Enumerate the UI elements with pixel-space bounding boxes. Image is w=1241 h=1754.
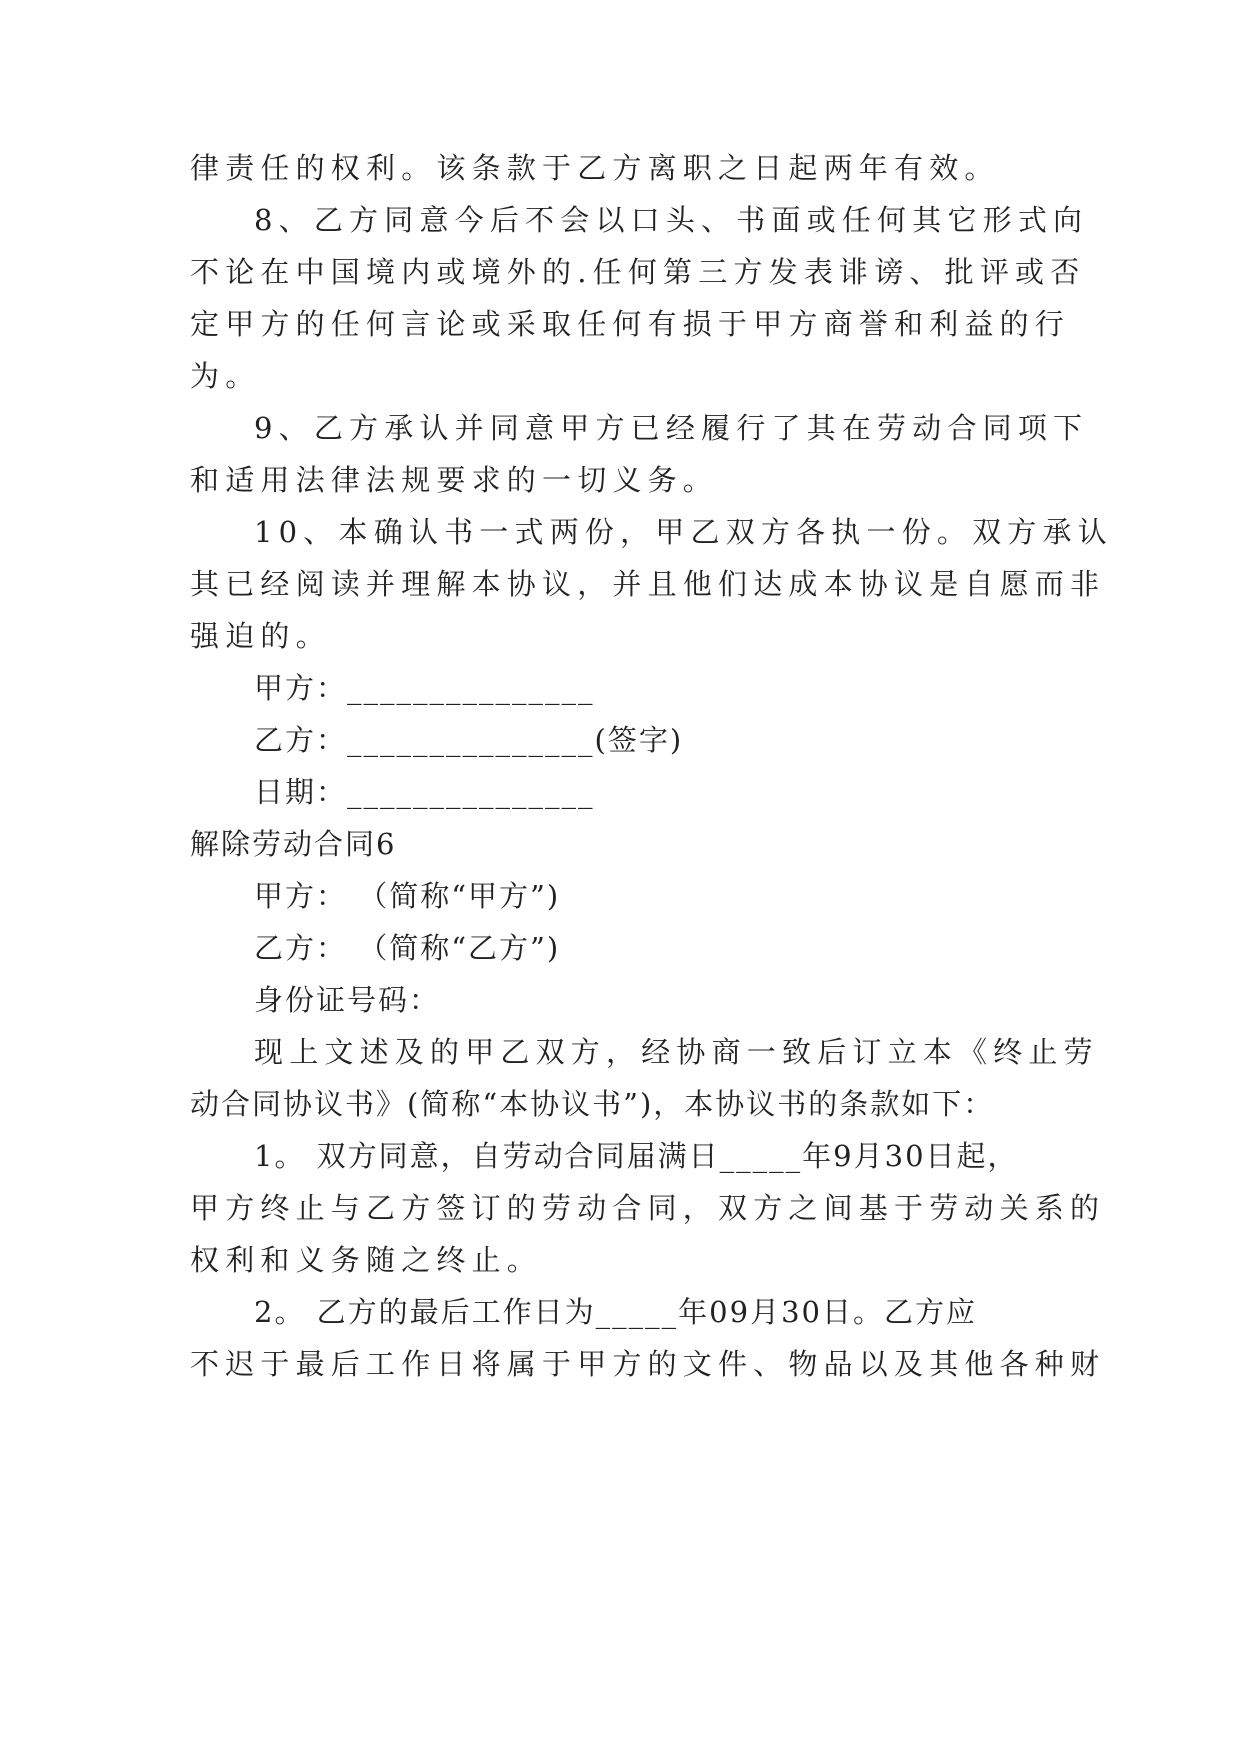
- paragraph-line: 权利和义务随之终止。: [190, 1243, 543, 1277]
- paragraph-line: 定甲方的任何言论或采取任何有损于甲方商誉和利益的行: [190, 307, 1071, 341]
- paragraph-line: 为。: [190, 359, 261, 393]
- party-a-signature-line: 甲方：_______________: [254, 671, 595, 705]
- section-heading: 解除劳动合同6: [190, 827, 397, 861]
- paragraph-line: 强迫的。: [190, 619, 331, 653]
- term-2-line: 2。 乙方的最后工作日为_____年09月30日。乙方应: [254, 1295, 977, 1329]
- paragraph-line: 不论在中国境内或境外的.任何第三方发表诽谤、批评或否: [190, 255, 1086, 289]
- paragraph-line: 动合同协议书》(简称“本协议书”)，本协议书的条款如下：: [190, 1087, 995, 1121]
- intro-line: 现上文述及的甲乙双方，经协商一致后订立本《终止劳: [254, 1035, 1099, 1069]
- paragraph-line: 不迟于最后工作日将属于甲方的文件、物品以及其他各种财: [190, 1347, 1106, 1381]
- paragraph-line: 甲方终止与乙方签订的劳动合同，双方之间基于劳动关系的: [190, 1191, 1106, 1225]
- paragraph-line: 其已经阅读并理解本协议，并且他们达成本协议是自愿而非: [190, 567, 1106, 601]
- date-signature-line: 日期：_______________: [254, 775, 595, 809]
- clause-9-line: 9、乙方承认并同意甲方已经履行了其在劳动合同项下: [254, 411, 1089, 445]
- term-1-line: 1。 双方同意，自劳动合同届满日_____年9月30日起，: [254, 1139, 1019, 1173]
- paragraph-line: 律责任的权利。该条款于乙方离职之日起两年有效。: [190, 151, 1000, 185]
- party-b-line: 乙方： （简称“乙方”): [254, 931, 561, 965]
- id-number-line: 身份证号码：: [254, 983, 441, 1017]
- paragraph-line: 和适用法律法规要求的一切义务。: [190, 463, 719, 497]
- party-b-signature-line: 乙方：_______________(签字): [254, 723, 684, 757]
- clause-10-line: 10、本确认书一式两份，甲乙双方各执一份。双方承认: [254, 515, 1113, 549]
- party-a-line: 甲方： （简称“甲方”): [254, 879, 561, 913]
- clause-8-line: 8、乙方同意今后不会以口头、书面或任何其它形式向: [254, 203, 1089, 237]
